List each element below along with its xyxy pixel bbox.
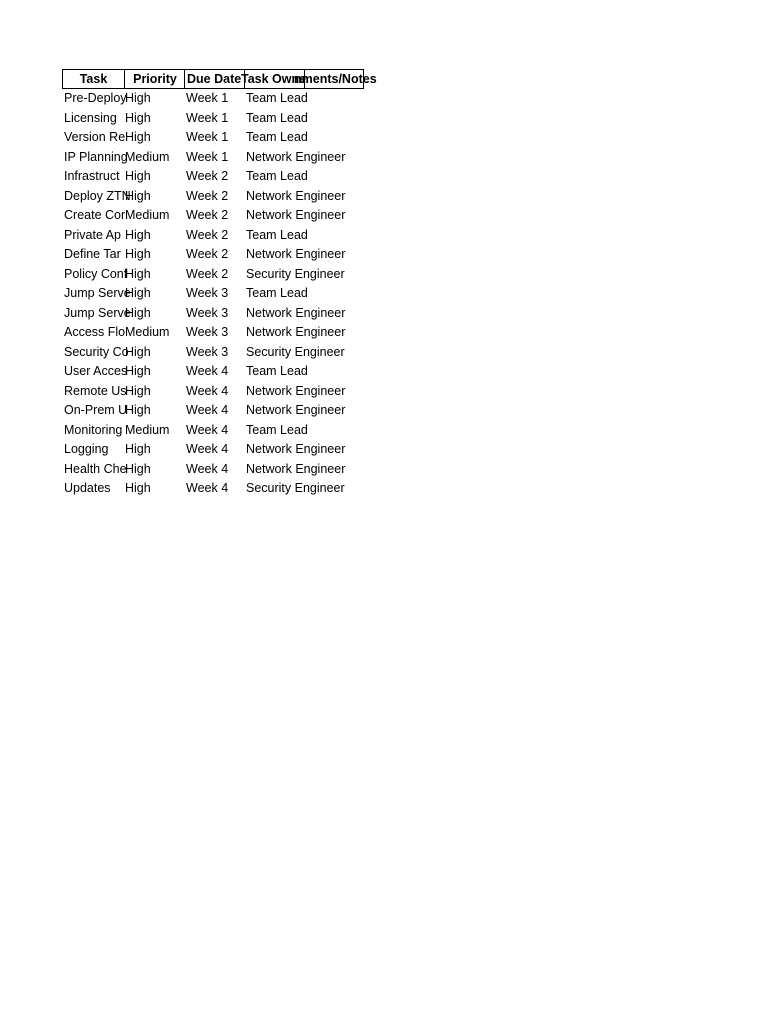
priority-cell[interactable]: High (125, 227, 151, 242)
table-row (62, 167, 382, 187)
table-body (62, 89, 382, 499)
due-date-cell[interactable]: Week 4 (186, 442, 229, 456)
table-row (62, 440, 382, 460)
due-date-cell[interactable]: Week 2 (186, 188, 229, 203)
task-cell[interactable]: On-Prem U (64, 403, 128, 417)
due-date-cell[interactable]: Week 2 (186, 266, 229, 281)
table-row (62, 265, 382, 285)
table-row (62, 226, 382, 246)
header-task-owner-label: Task Owne (241, 72, 307, 86)
task-cell[interactable]: Licensing (64, 110, 117, 125)
table-row (62, 479, 382, 499)
table-row (62, 323, 382, 343)
due-date-cell[interactable]: Week 4 (186, 481, 229, 495)
owner-cell[interactable]: Team Lead (246, 91, 308, 105)
task-cell[interactable]: User Acces (64, 364, 128, 378)
task-cell[interactable]: Monitoring (64, 422, 123, 437)
owner-cell[interactable]: Network Engineer (246, 325, 346, 339)
priority-cell[interactable]: High (125, 344, 151, 359)
header-priority[interactable]: Priority (124, 70, 185, 88)
owner-cell[interactable]: Team Lead (246, 286, 308, 300)
priority-cell[interactable]: High (125, 91, 151, 105)
priority-cell[interactable]: High (125, 383, 151, 398)
due-date-cell[interactable]: Week 2 (186, 208, 229, 222)
owner-cell[interactable]: Network Engineer (246, 208, 346, 222)
priority-cell[interactable]: High (125, 305, 151, 320)
priority-cell[interactable]: High (125, 188, 151, 203)
task-cell[interactable]: Define Tar (64, 247, 121, 261)
table-row (62, 148, 382, 168)
priority-cell[interactable]: Medium (125, 325, 170, 339)
due-date-cell[interactable]: Week 4 (186, 461, 229, 476)
table-row (62, 460, 382, 480)
task-cell[interactable]: Jump Serve (64, 305, 131, 320)
priority-cell[interactable]: High (125, 169, 151, 183)
owner-cell[interactable]: Team Lead (246, 130, 308, 144)
due-date-cell[interactable]: Week 3 (186, 325, 229, 339)
header-due-date[interactable]: Due Date (184, 70, 244, 88)
header-comments-notes-label: nments/Notes (294, 72, 377, 86)
header-task[interactable]: Task (79, 72, 108, 86)
task-cell[interactable]: IP Planning (64, 149, 128, 164)
owner-cell[interactable]: Network Engineer (246, 383, 346, 398)
owner-cell[interactable]: Network Engineer (246, 461, 346, 476)
due-date-cell[interactable]: Week 1 (186, 91, 229, 105)
task-cell[interactable]: Pre-Deploy (64, 91, 127, 105)
priority-cell[interactable]: High (125, 403, 151, 417)
task-cell[interactable]: Updates (64, 481, 111, 495)
due-date-cell[interactable]: Week 1 (186, 149, 229, 164)
table-row (62, 362, 382, 382)
owner-cell[interactable]: Team Lead (246, 227, 308, 242)
table-row (62, 401, 382, 421)
due-date-cell[interactable]: Week 2 (186, 227, 229, 242)
task-cell[interactable]: Access Flo (64, 325, 126, 339)
table-row (62, 421, 382, 441)
due-date-cell[interactable]: Week 3 (186, 344, 229, 359)
task-cell[interactable]: Security Co (64, 344, 129, 359)
priority-cell[interactable]: High (125, 286, 151, 300)
task-cell[interactable]: Create Cor (64, 208, 126, 222)
task-cell[interactable]: Private Ap (64, 227, 121, 242)
priority-cell[interactable]: Medium (125, 422, 170, 437)
table-row (62, 382, 382, 402)
table-row (62, 245, 382, 265)
due-date-cell[interactable]: Week 3 (186, 305, 229, 320)
due-date-cell[interactable]: Week 1 (186, 110, 229, 125)
priority-cell[interactable]: High (125, 130, 151, 144)
owner-cell[interactable]: Network Engineer (246, 305, 346, 320)
due-date-cell[interactable]: Week 4 (186, 403, 229, 417)
task-cell[interactable]: Jump Serve (64, 286, 131, 300)
priority-cell[interactable]: High (125, 461, 151, 476)
priority-cell[interactable]: Medium (125, 149, 170, 164)
due-date-cell[interactable]: Week 3 (186, 286, 229, 300)
task-table (62, 69, 382, 499)
owner-cell[interactable]: Team Lead (246, 169, 308, 183)
header-comments-notes[interactable] (294, 70, 377, 88)
table-row (62, 89, 382, 109)
task-cell[interactable]: Infrastruct (64, 169, 120, 183)
priority-cell[interactable]: High (125, 481, 151, 495)
owner-cell[interactable]: Network Engineer (246, 403, 346, 417)
priority-cell[interactable]: High (125, 364, 151, 378)
task-cell[interactable]: Health Che (64, 461, 127, 476)
task-cell[interactable]: Remote Us (64, 383, 127, 398)
table-row (62, 109, 382, 129)
owner-cell[interactable]: Security Engineer (246, 481, 345, 495)
due-date-cell[interactable]: Week 4 (186, 422, 229, 437)
table-row (62, 304, 382, 324)
due-date-cell[interactable]: Week 1 (186, 130, 229, 144)
task-cell[interactable]: Logging (64, 442, 109, 456)
owner-cell[interactable]: Team Lead (246, 364, 308, 378)
table-row (62, 206, 382, 226)
owner-cell[interactable]: Security Engineer (246, 344, 345, 359)
task-cell[interactable]: Version Re (64, 130, 126, 144)
priority-cell[interactable]: Medium (125, 208, 170, 222)
table-header-row (62, 69, 377, 89)
task-cell[interactable]: Policy Conf (64, 266, 128, 281)
owner-cell[interactable]: Network Engineer (246, 149, 346, 164)
owner-cell[interactable]: Security Engineer (246, 266, 345, 281)
owner-cell[interactable]: Network Engineer (246, 247, 346, 261)
due-date-cell[interactable]: Week 4 (186, 383, 229, 398)
priority-cell[interactable]: High (125, 110, 151, 125)
owner-cell[interactable]: Network Engineer (246, 188, 346, 203)
task-cell[interactable]: Deploy ZTN (64, 188, 131, 203)
table-row (62, 128, 382, 148)
priority-cell[interactable]: High (125, 442, 151, 456)
table-row (62, 284, 382, 304)
table-row (62, 343, 382, 363)
owner-cell[interactable]: Team Lead (246, 422, 308, 437)
table-row (62, 187, 382, 207)
owner-cell[interactable]: Team Lead (246, 110, 308, 125)
due-date-cell[interactable]: Week 4 (186, 364, 229, 378)
priority-cell[interactable]: High (125, 266, 151, 281)
priority-cell[interactable]: High (125, 247, 151, 261)
due-date-cell[interactable]: Week 2 (186, 169, 229, 183)
owner-cell[interactable]: Network Engineer (246, 442, 346, 456)
due-date-cell[interactable]: Week 2 (186, 247, 229, 261)
